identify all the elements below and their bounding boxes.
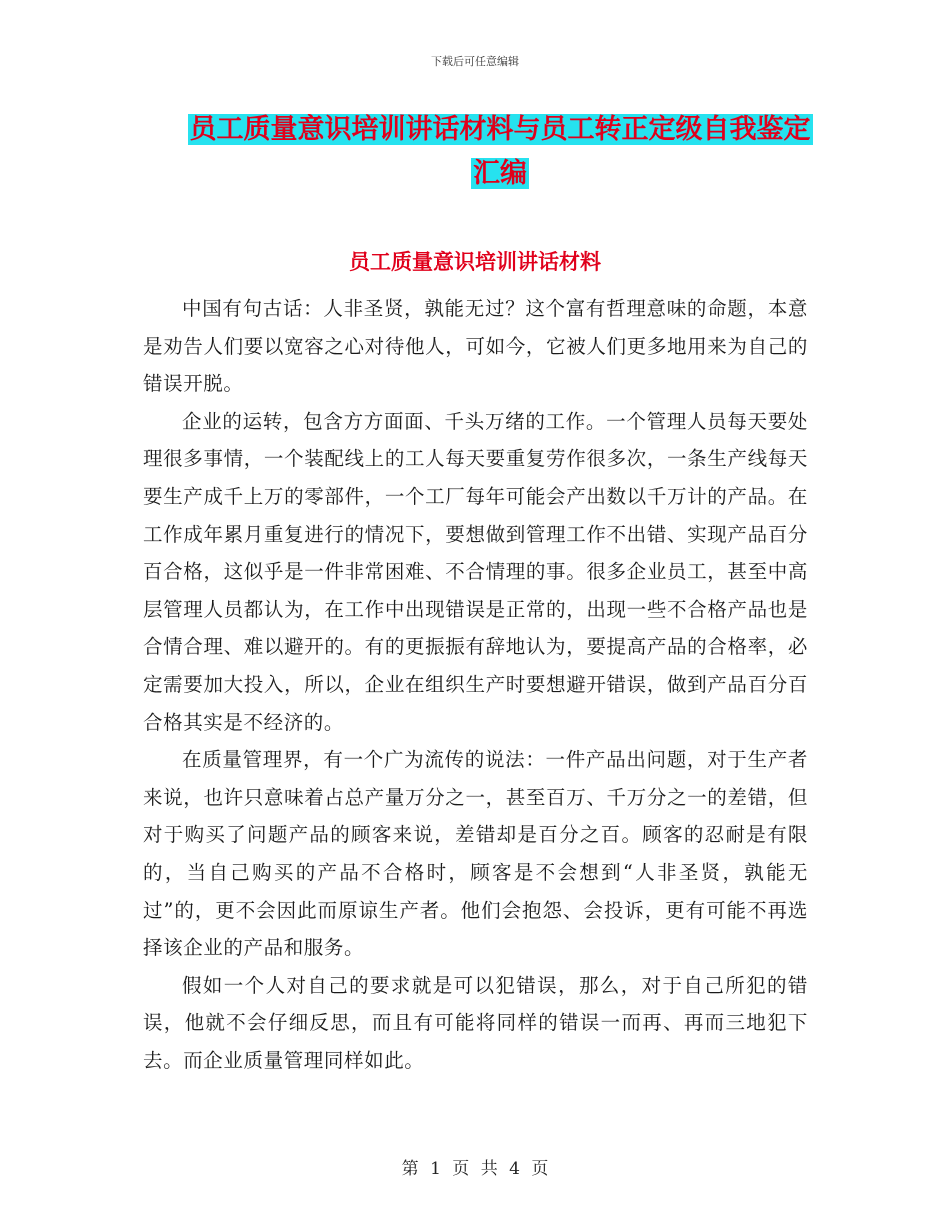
document-title-line2: 汇编 xyxy=(473,158,527,189)
section-title: 员工质量意识培训讲话材料 xyxy=(349,250,601,274)
paragraph: 假如一个人对自己的要求就是可以犯错误，那么，对于自己所犯的错误，他就不会仔细反思，而且有可能将同样的错误一而再、再而三地犯下去。而企业质量管理同样如此。 xyxy=(143,973,808,1072)
paragraph: 在质量管理界，有一个广为流传的说法：一件产品出问题，对于生产者来说，也许只意味着占总产量万分之一，甚至百万、千万分之一的差错，但对于购买了问题产品的顾客来说，差错却是百分之百。顾客的忍耐是有限的，当自己购买的产品不合格时，顾客是不会想到“人非圣贤，孰能无过”的，更不会因此而原谅生产者。他们会抱怨、会投诉，更有可能不再选择该企业的产品和服务。 xyxy=(143,748,808,960)
document-title-line1: 员工质量意识培训讲话材料与员工转正定级自我鉴定 xyxy=(189,114,811,145)
paragraph: 企业的运转，包含方方面面、千头万绪的工作。一个管理人员每天要处理很多事情，一个装配线上的工人每天要重复劳作很多次，一条生产线每天要生产成千上万的零部件，一个工厂每年可能会产出数以千万计的产品。在工作成年累月重复进行的情况下，要想做到管理工作不出错、实现产品百分百合格，这似乎是一件非常困难、不合情理的事。很多企业员工，甚至中高层管理人员都认为，在工作中出现错误是正常的，出现一些不合格产品也是合情合理、难以避开的。有的更振振有辞地认为，要提高产品的合格率，必定需要加大投入，所以，企业在组织生产时要想避开错误，做到产品百分百合格其实是不经济的。 xyxy=(143,409,808,734)
paragraph: 中国有句古话：人非圣贤，孰能无过？这个富有哲理意味的命题，本意是劝告人们要以宽容之心对待他人，可如今，它被人们更多地用来为自己的错误开脱。 xyxy=(143,297,808,396)
page-number-footer: 第 1 页 共 4 页 xyxy=(401,1159,549,1179)
document-title xyxy=(150,108,850,196)
page-header-note: 下载后可任意编辑 xyxy=(431,55,519,68)
document-body xyxy=(143,290,808,1079)
